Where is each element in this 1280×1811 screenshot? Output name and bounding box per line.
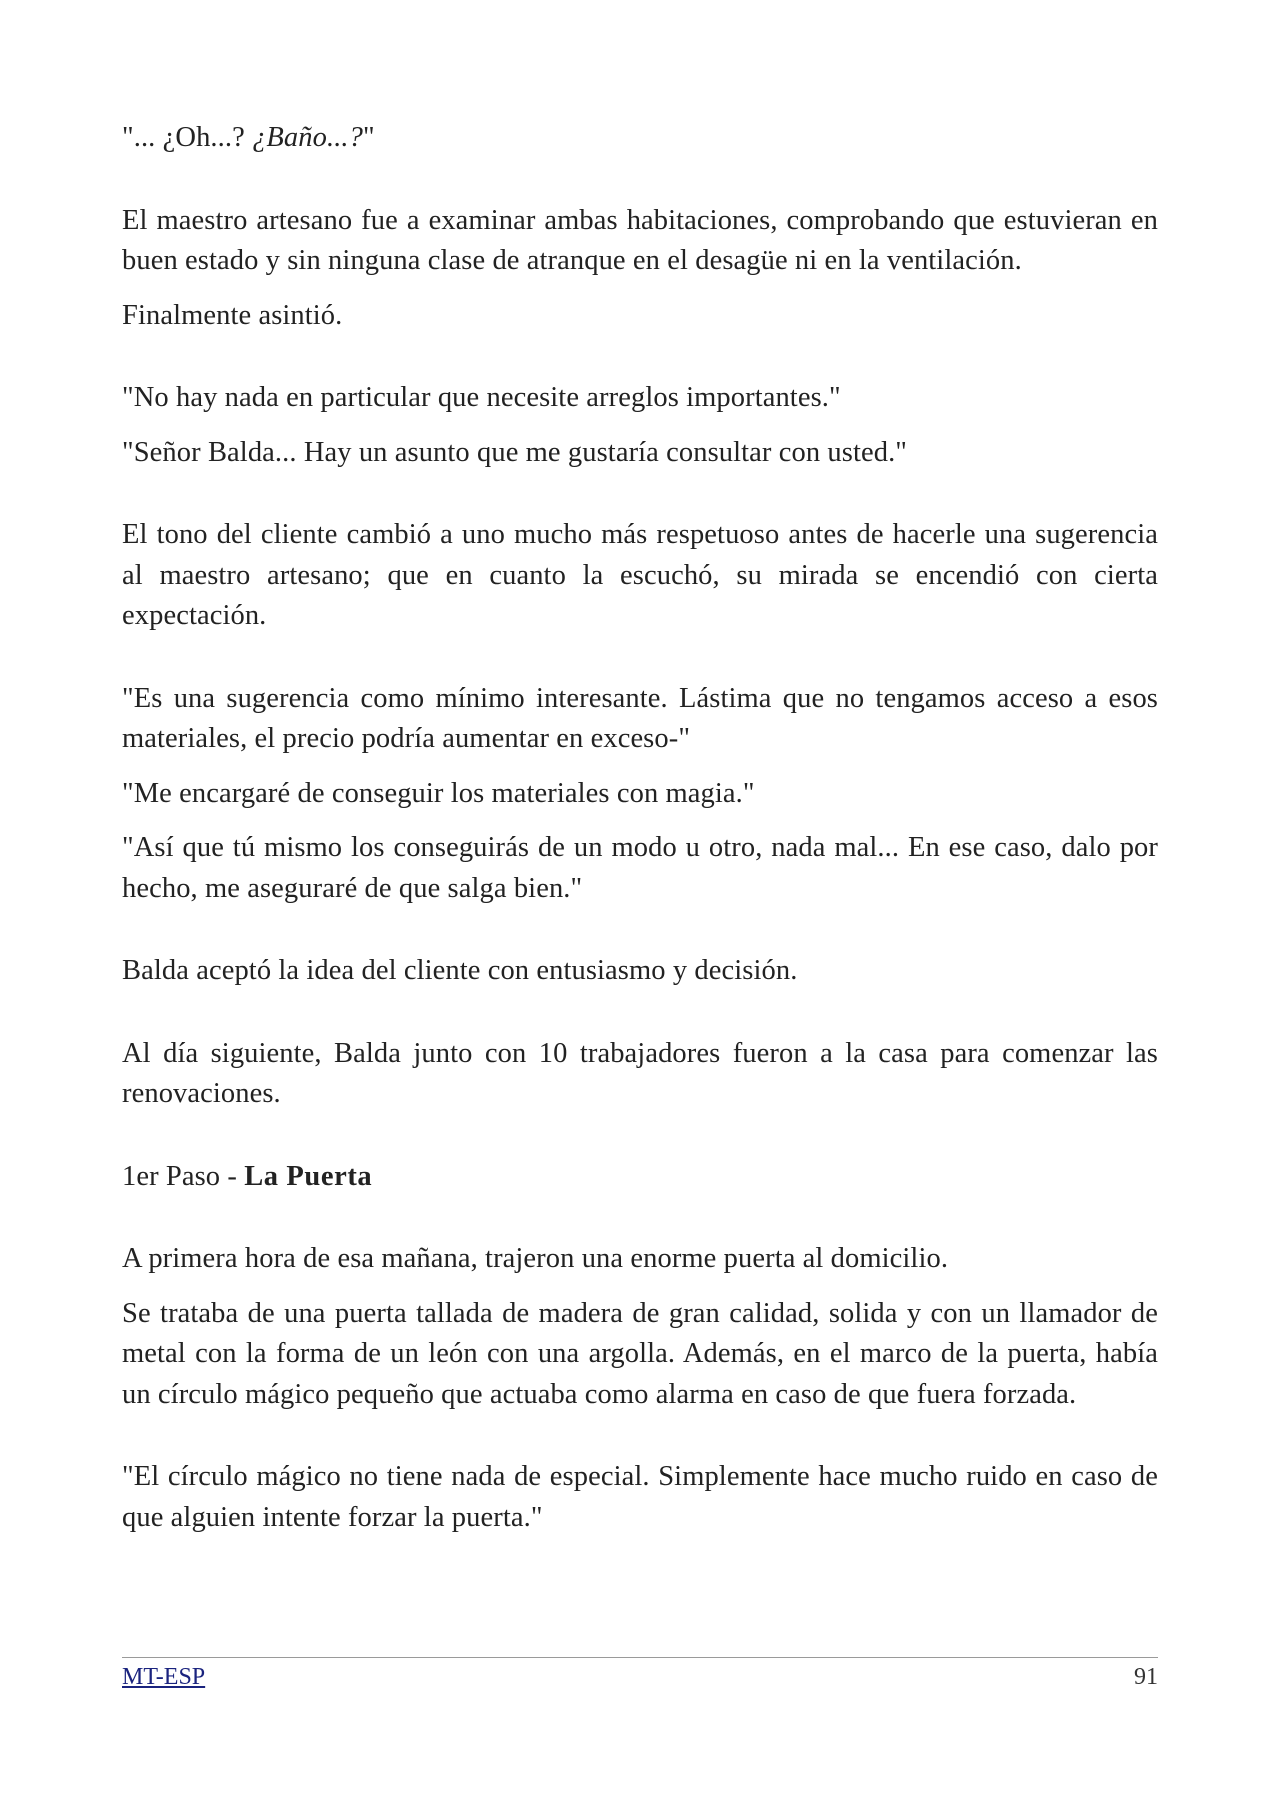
page-body <box>122 118 1158 1538</box>
page-footer <box>122 1657 1158 1690</box>
footer-link[interactable]: MT-ESP <box>122 1664 206 1690</box>
page-number: 91 <box>1134 1664 1158 1690</box>
paragraph: El maestro artesano fue a examinar ambas habitaciones, comprobando que estuvieran en buen estado y sin ninguna clase de atranque en el desagüe ni en la ventilación. <box>122 204 1158 276</box>
dialogue-line: "No hay nada en particular que necesite arreglos importantes." <box>122 382 841 413</box>
paragraph: Al día siguiente, Balda junto con 10 trabajadores fueron a la casa para comenzar las renovaciones. <box>122 1037 1158 1109</box>
step-label: 1er Paso - <box>122 1160 245 1192</box>
italic-thought: ¿Baño...? <box>252 122 364 153</box>
dialogue-text: "... ¿Oh...? <box>122 122 253 153</box>
paragraph: El tono del cliente cambió a uno mucho más respetuoso antes de hacerle una sugerencia al maestro artesano; que en cuanto la escuchó, su mirada se encendió con cierta expectación. <box>122 519 1158 631</box>
document-page <box>122 0 1158 1811</box>
closing-quote: " <box>363 122 375 153</box>
dialogue-line: "El círculo mágico no tiene nada de especial. Simplemente hace mucho ruido en caso de que alguien intente forzar la puerta." <box>122 1461 1158 1533</box>
dialogue-line: "Señor Balda... Hay un asunto que me gustaría consultar con usted." <box>122 436 908 468</box>
paragraph: Se trataba de una puerta tallada de madera de gran calidad, solida y con un llamador de metal con la forma de un león con una argolla. Además, en el marco de la puerta, había un círculo mágico pequeño que actuaba como alarma en caso de que fuera forzada. <box>122 1297 1158 1410</box>
step-title: La Puerta <box>244 1160 373 1192</box>
dialogue-line: "Es una sugerencia como mínimo interesante. Lástima que no tengamos acceso a esos materiales, el precio podría aumentar en exceso-" <box>122 682 1158 754</box>
dialogue-line: "Me encargaré de conseguir los materiales con magia." <box>122 777 755 809</box>
paragraph: Finalmente asintió. <box>122 299 343 331</box>
dialogue-line: "Así que tú mismo los conseguirás de un modo u otro, nada mal... En ese caso, dalo por hecho, me aseguraré de que salga bien." <box>122 832 1158 904</box>
paragraph: A primera hora de esa mañana, trajeron una enorme puerta al domicilio. <box>122 1243 949 1274</box>
dialogue-line <box>122 118 1158 159</box>
paragraph: Balda aceptó la idea del cliente con entusiasmo y decisión. <box>122 955 798 986</box>
section-heading <box>122 1157 1158 1198</box>
